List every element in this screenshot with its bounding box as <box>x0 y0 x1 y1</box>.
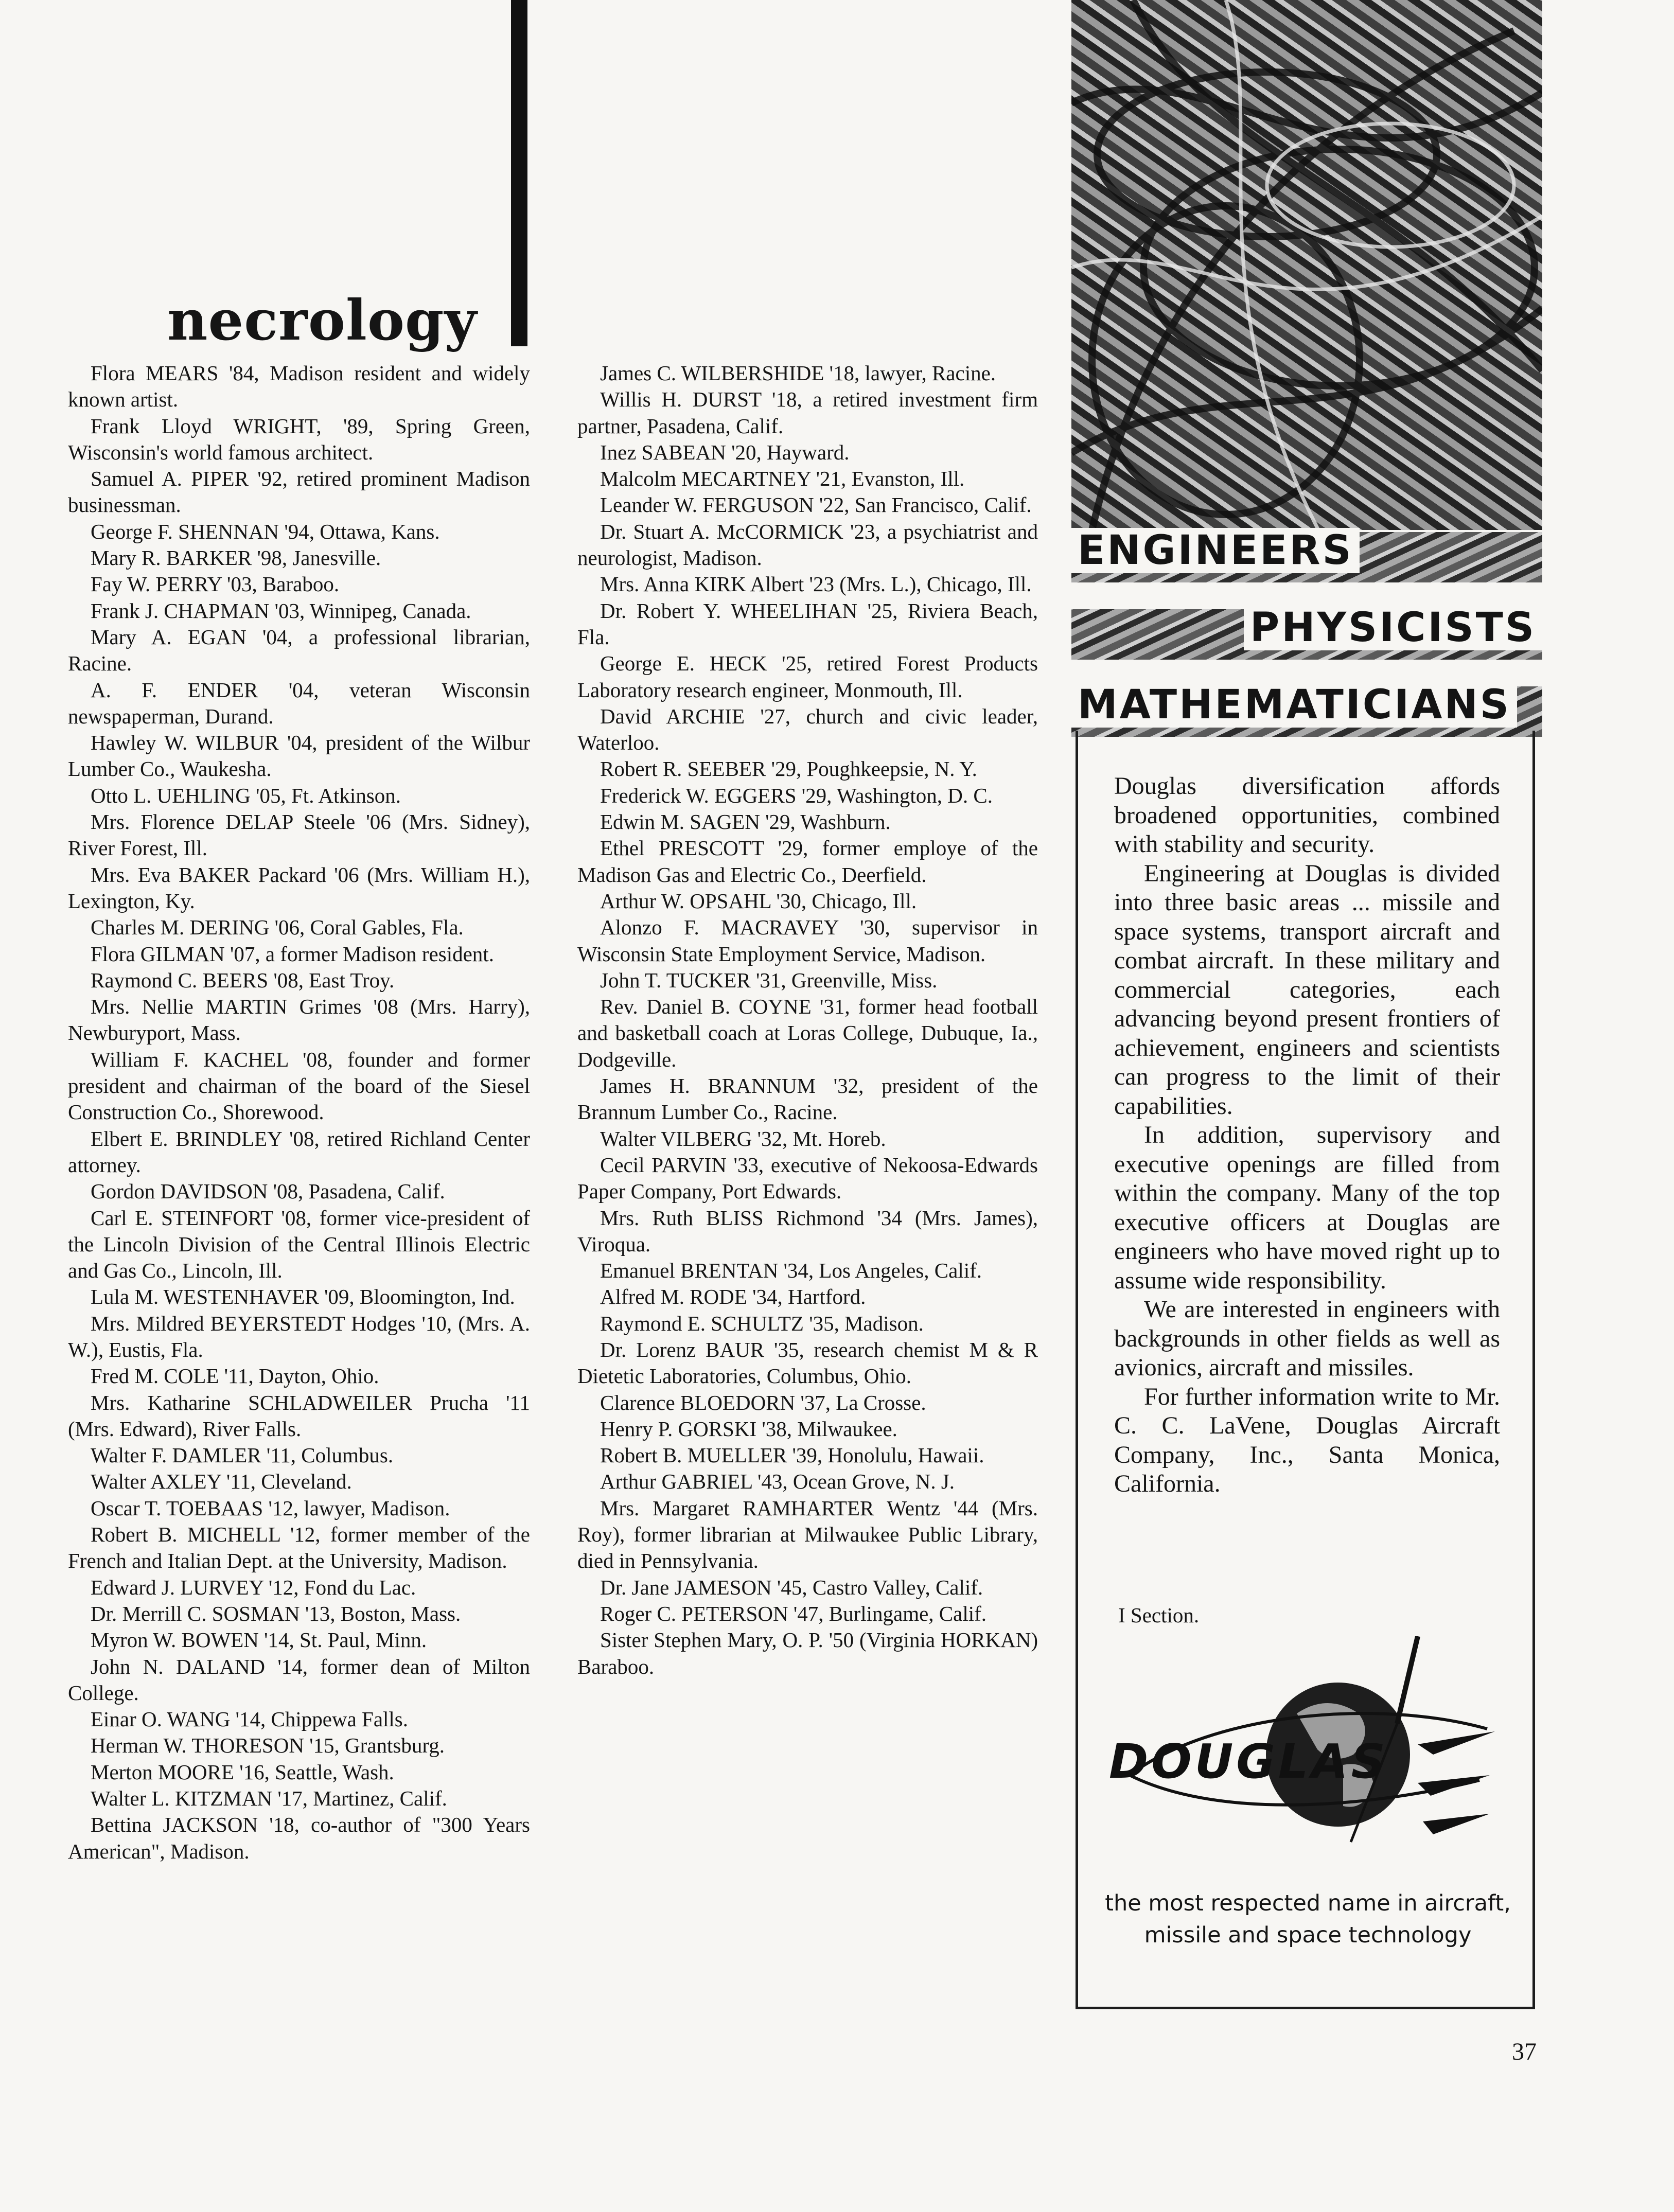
necrology-entry: Elbert E. BRINDLEY '08, retired Richland Center attorney. <box>68 1126 530 1177</box>
necrology-entry: Clarence BLOEDORN '37, La Crosse. <box>600 1390 926 1414</box>
necrology-entry: Inez SABEAN '20, Hayward. <box>600 440 850 464</box>
necrology-entry: Mrs. Nellie MARTIN Grimes '08 (Mrs. Harry), Newburyport, Mass. <box>68 995 530 1045</box>
necrology-entry: Alonzo F. MACRAVEY '30, supervisor in Wisconsin State Employment Service, Madison. <box>577 915 1038 966</box>
necrology-entry: Samuel A. PIPER '92, retired prominent Madison businessman. <box>68 467 530 517</box>
page-number: 37 <box>1512 2038 1537 2065</box>
necrology-entry: Frederick W. EGGERS '29, Washington, D. C. <box>600 783 993 807</box>
douglas-advertisement <box>1071 0 1542 2014</box>
necrology-entry: Mary R. BARKER '98, Janesville. <box>91 546 381 570</box>
necrology-entry: Malcolm MECARTNEY '21, Evanston, Ill. <box>600 467 965 491</box>
abstract-wire-artwork <box>1071 0 1542 530</box>
heading-physicists: PHYSICISTS <box>1244 605 1542 650</box>
necrology-entry: Walter VILBERG '32, Mt. Horeb. <box>600 1126 886 1151</box>
necrology-entry: Dr. Jane JAMESON '45, Castro Valley, Calif. <box>600 1575 983 1599</box>
necrology-entry: Myron W. BOWEN '14, St. Paul, Minn. <box>91 1628 427 1652</box>
necrology-entry: Walter AXLEY '11, Cleveland. <box>91 1470 352 1494</box>
ad-paragraph: In addition, supervisory and executive openings are filled from within the company. Many of the top executive officers at Douglas are engineers who have moved right up to assume wide responsibility. <box>1114 1121 1500 1294</box>
necrology-entry: David ARCHIE '27, church and civic leader, Waterloo. <box>577 704 1038 755</box>
ad-paragraph: Douglas diversification affords broadened opportunities, combined with stability and security. <box>1114 772 1500 858</box>
necrology-entry: George E. HECK '25, retired Forest Products Laboratory research engineer, Monmouth, Ill. <box>577 651 1038 702</box>
necrology-entry: Mrs. Anna KIRK Albert '23 (Mrs. L.), Chicago, Ill. <box>600 572 1032 596</box>
necrology-entry: Arthur GABRIEL '43, Ocean Grove, N. J. <box>600 1470 955 1494</box>
necrology-entry: Dr. Lorenz BAUR '35, research chemist M & R Dietetic Laboratories, Columbus, Ohio. <box>577 1337 1038 1388</box>
ad-paragraph: Engineering at Douglas is divided into three basic areas ... missile and space systems, transport aircraft and combat aircraft. In these military and commercial categories, each advancing beyond present frontiers of achievement, engineers and scientists can progress to the limit of their capabilities. <box>1114 859 1500 1120</box>
necrology-entry: Bettina JACKSON '18, co-author of "300 Years American", Madison. <box>68 1813 530 1863</box>
necrology-entry: Walter F. DAMLER '11, Columbus. <box>91 1443 394 1467</box>
heading-mathematicians: MATHEMATICIANS <box>1071 682 1517 728</box>
necrology-entry: Ethel PRESCOTT '29, former employe of the Madison Gas and Electric Co., Deerfield. <box>577 836 1038 887</box>
necrology-entry: Cecil PARVIN '33, executive of Nekoosa-Edwards Paper Company, Port Edwards. <box>577 1153 1038 1204</box>
necrology-column-middle <box>577 360 1038 1680</box>
necrology-entry: Mrs. Mildred BEYERSTEDT Hodges '10, (Mrs. A. W.), Eustis, Fla. <box>68 1311 530 1361</box>
ad-paragraph: We are interested in engineers with backgrounds in other fields as well as avionics, aircraft and missiles. <box>1114 1296 1500 1381</box>
necrology-entry: Edward J. LURVEY '12, Fond du Lac. <box>91 1575 416 1599</box>
necrology-entry: Fred M. COLE '11, Dayton, Ohio. <box>91 1364 379 1388</box>
necrology-entry: Lula M. WESTENHAVER '09, Bloomington, Ind. <box>91 1285 515 1309</box>
ad-body-copy <box>1114 772 1500 1499</box>
wire-artwork-image <box>1071 0 1542 530</box>
necrology-entry: Robert B. MICHELL '12, former member of the French and Italian Dept. at the University, Madison. <box>68 1523 530 1573</box>
necrology-entry: Dr. Merrill C. SOSMAN '13, Boston, Mass. <box>91 1601 461 1625</box>
necrology-entry: John T. TUCKER '31, Greenville, Miss. <box>600 968 938 992</box>
necrology-entry: Roger C. PETERSON '47, Burlingame, Calif. <box>600 1601 987 1625</box>
necrology-entry: Sister Stephen Mary, O. P. '50 (Virginia HORKAN) Baraboo. <box>577 1628 1038 1678</box>
necrology-column-left <box>68 360 530 1865</box>
necrology-entry: Flora GILMAN '07, a former Madison resident. <box>91 942 494 966</box>
necrology-entry: John N. DALAND '14, former dean of Milton College. <box>68 1654 530 1705</box>
douglas-logo-text: DOUGLAS <box>1109 1734 1388 1789</box>
necrology-entry: George F. SHENNAN '94, Ottawa, Kans. <box>91 519 440 543</box>
necrology-entry: Frank Lloyd WRIGHT, '89, Spring Green, Wisconsin's world famous architect. <box>68 414 530 464</box>
necrology-entry: Emanuel BRENTAN '34, Los Angeles, Calif. <box>600 1259 982 1283</box>
ad-tagline-line: missile and space technology <box>1144 1922 1472 1948</box>
necrology-entry: Frank J. CHAPMAN '03, Winnipeg, Canada. <box>91 598 471 623</box>
necrology-entry: Raymond C. BEERS '08, East Troy. <box>91 968 395 992</box>
necrology-entry: Robert B. MUELLER '39, Honolulu, Hawaii. <box>600 1443 984 1467</box>
necrology-entry: Dr. Stuart A. McCORMICK '23, a psychiatrist and neurologist, Madison. <box>577 519 1038 570</box>
necrology-entry: Flora MEARS '84, Madison resident and widely known artist. <box>68 361 530 412</box>
necrology-entry: Gordon DAVIDSON '08, Pasadena, Calif. <box>91 1179 445 1204</box>
necrology-entry: Charles M. DERING '06, Coral Gables, Fla. <box>91 915 464 940</box>
necrology-entry: Edwin M. SAGEN '29, Washburn. <box>600 810 891 834</box>
necrology-entry: Arthur W. OPSAHL '30, Chicago, Ill. <box>600 889 917 913</box>
necrology-entry: Mrs. Katharine SCHLADWEILER Prucha '11 (Mrs. Edward), River Falls. <box>68 1390 530 1441</box>
ad-tagline-line: the most respected name in aircraft, <box>1105 1890 1511 1916</box>
necrology-entry: Alfred M. RODE '34, Hartford. <box>600 1285 866 1309</box>
necrology-entry: Hawley W. WILBUR '04, president of the Wilbur Lumber Co., Waukesha. <box>68 731 530 781</box>
necrology-entry: Oscar T. TOEBAAS '12, lawyer, Madison. <box>91 1496 450 1520</box>
heading-engineers: ENGINEERS <box>1071 528 1360 573</box>
necrology-entry: Rev. Daniel B. COYNE '31, former head football and basketball coach at Loras College, Dubuque, Ia., Dodgeville. <box>577 995 1038 1071</box>
necrology-entry: Dr. Robert Y. WHEELIHAN '25, Riviera Beach, Fla. <box>577 598 1038 649</box>
necrology-entry: Otto L. UEHLING '05, Ft. Atkinson. <box>91 783 401 807</box>
necrology-entry: Herman W. THORESON '15, Grantsburg. <box>91 1733 445 1758</box>
necrology-entry: James C. WILBERSHIDE '18, lawyer, Racine. <box>600 361 996 385</box>
title-rule <box>511 0 527 346</box>
necrology-entry: Mrs. Florence DELAP Steele '06 (Mrs. Sidney), River Forest, Ill. <box>68 810 530 860</box>
necrology-entry: A. F. ENDER '04, veteran Wisconsin newspaperman, Durand. <box>68 678 530 728</box>
necrology-entry: Raymond E. SCHULTZ '35, Madison. <box>600 1311 924 1335</box>
necrology-entry: Mrs. Ruth BLISS Richmond '34 (Mrs. James), Viroqua. <box>577 1206 1038 1256</box>
necrology-entry: Henry P. GORSKI '38, Milwaukee. <box>600 1417 897 1441</box>
necrology-entry: Leander W. FERGUSON '22, San Francisco, Calif. <box>600 493 1032 517</box>
necrology-entry: Carl E. STEINFORT '08, former vice-president of the Lincoln Division of the Central Illinois Electric and Gas Co., Lincoln, Ill. <box>68 1206 530 1283</box>
necrology-entry: William F. KACHEL '08, founder and former president and chairman of the board of the Siesel Construction Co., Shorewood. <box>68 1047 530 1124</box>
ad-section-label: I Section. <box>1118 1603 1200 1627</box>
necrology-entry: Merton MOORE '16, Seattle, Wash. <box>91 1760 394 1784</box>
necrology-entry: Fay W. PERRY '03, Baraboo. <box>91 572 340 596</box>
necrology-entry: Walter L. KITZMAN '17, Martinez, Calif. <box>91 1786 447 1811</box>
necrology-entry: Mary A. EGAN '04, a professional librarian, Racine. <box>68 625 530 676</box>
ad-tagline <box>1078 1887 1538 1951</box>
ad-paragraph: For further information write to Mr. C. C. LaVene, Douglas Aircraft Company, Inc., Santa Monica, California. <box>1114 1383 1500 1497</box>
necrology-entry: Mrs. Margaret RAMHARTER Wentz '44 (Mrs. Roy), former librarian at Milwaukee Public Library, died in Pennsylvania. <box>577 1496 1038 1573</box>
necrology-entry: Einar O. WANG '14, Chippewa Falls. <box>91 1707 409 1731</box>
necrology-entry: Robert R. SEEBER '29, Poughkeepsie, N. Y. <box>600 757 977 781</box>
necrology-entry: Willis H. DURST '18, a retired investment firm partner, Pasadena, Calif. <box>577 387 1038 438</box>
douglas-logo <box>1109 1636 1510 1868</box>
necrology-entry: James H. BRANNUM '32, president of the Brannum Lumber Co., Racine. <box>577 1074 1038 1124</box>
necrology-entry: Mrs. Eva BAKER Packard '06 (Mrs. William H.), Lexington, Ky. <box>68 862 530 913</box>
ad-text-box <box>1076 731 1535 2009</box>
section-title: necrology <box>167 288 478 353</box>
